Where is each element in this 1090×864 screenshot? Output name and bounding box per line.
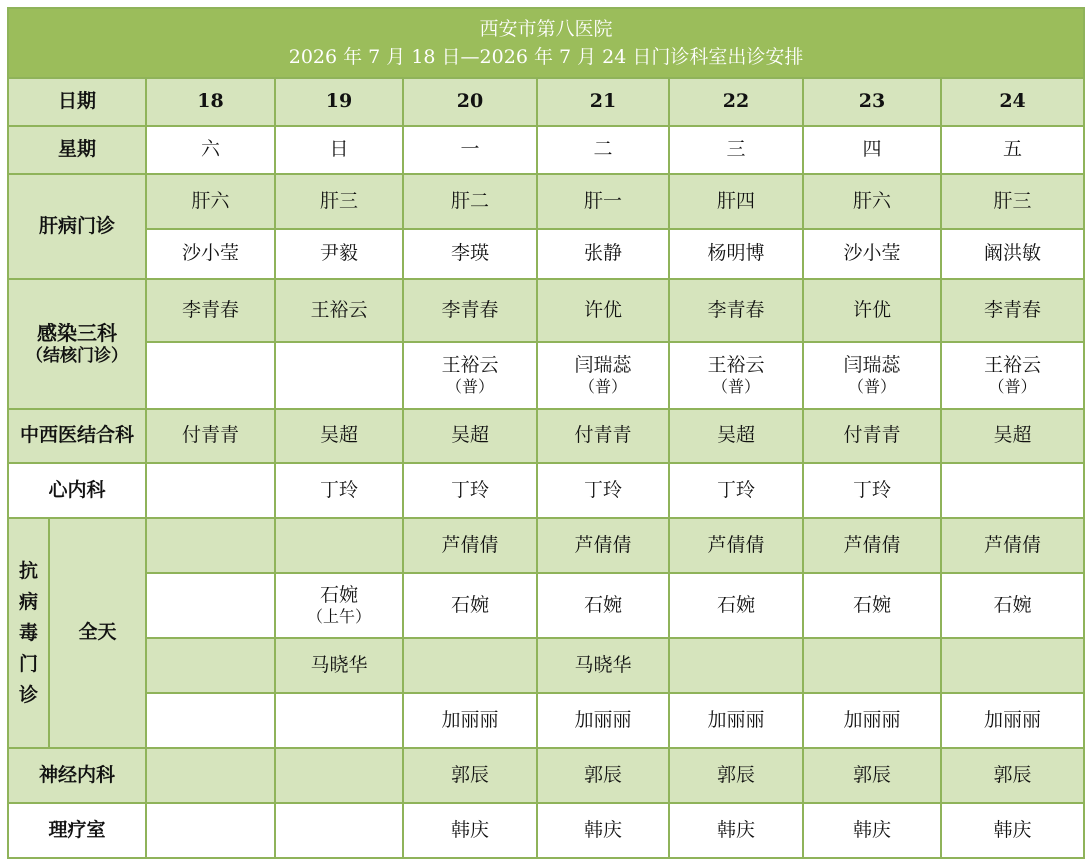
- antiviral-label-char: 抗: [18, 559, 38, 582]
- tcm-row: [8, 409, 1084, 463]
- room-cell: 肝三: [941, 174, 1084, 229]
- doctor-cell: [146, 342, 275, 409]
- doctor-cell: 韩庆: [537, 803, 669, 858]
- date-label: 日期: [8, 78, 146, 126]
- tcm-dept-label: 中西医结合科: [8, 409, 146, 463]
- tb-clinic-note: （结核门诊）: [26, 345, 128, 366]
- weekday-cell: 二: [537, 126, 669, 174]
- antiviral-row-2: [8, 573, 1084, 638]
- physio-row: [8, 803, 1084, 858]
- doctor-cell: 韩庆: [803, 803, 941, 858]
- doctor-cell: 加丽丽: [669, 693, 803, 748]
- doctor-cell: 许优: [537, 279, 669, 342]
- physio-room-label: 理疗室: [8, 803, 146, 858]
- doctor-cell: 加丽丽: [537, 693, 669, 748]
- antiviral-label-char: 门: [18, 652, 38, 675]
- antiviral-session-label: 全天: [49, 518, 146, 748]
- doctor-cell: [275, 573, 403, 638]
- doctor-cell: [146, 693, 275, 748]
- visit-type-note: （普）: [847, 377, 896, 397]
- schedule-period: 2026 年 7 月 18 日—2026 年 7 月 24 日门诊科室出诊安排: [288, 46, 804, 68]
- doctor-cell: 马晓华: [537, 638, 669, 693]
- doctor-cell: 丁玲: [803, 463, 941, 518]
- doctor-cell: 付青青: [537, 409, 669, 463]
- doctor-cell: [146, 573, 275, 638]
- doctor-cell: 李青春: [146, 279, 275, 342]
- doctor-name: 石婉: [450, 593, 489, 616]
- date-cell: 20: [403, 78, 537, 126]
- doctor-cell: 尹毅: [275, 229, 403, 279]
- doctor-cell: 吴超: [941, 409, 1084, 463]
- room-cell: 肝三: [275, 174, 403, 229]
- antiviral-row-1: [8, 518, 1084, 573]
- doctor-name: 王裕云: [441, 353, 499, 376]
- doctor-cell: 李瑛: [403, 229, 537, 279]
- visit-type-note: （普）: [988, 377, 1037, 397]
- neuro-row: [8, 748, 1084, 803]
- weekday-cell: 一: [403, 126, 537, 174]
- doctor-cell: 郭辰: [669, 748, 803, 803]
- doctor-cell: [537, 573, 669, 638]
- date-row: [8, 78, 1084, 126]
- doctor-cell: 丁玲: [403, 463, 537, 518]
- doctor-cell: [669, 342, 803, 409]
- date-cell: 18: [146, 78, 275, 126]
- room-cell: 肝二: [403, 174, 537, 229]
- date-cell: 19: [275, 78, 403, 126]
- date-cell: 22: [669, 78, 803, 126]
- weekday-label: 星期: [8, 126, 146, 174]
- antiviral-row-4: [8, 693, 1084, 748]
- doctor-cell: [146, 463, 275, 518]
- doctor-cell: 韩庆: [669, 803, 803, 858]
- doctor-cell: [275, 748, 403, 803]
- doctor-cell: 马晓华: [275, 638, 403, 693]
- antiviral-label-char: 病: [18, 590, 38, 613]
- room-cell: 肝四: [669, 174, 803, 229]
- doctor-name: 石婉: [716, 593, 755, 616]
- doctor-cell: 加丽丽: [403, 693, 537, 748]
- doctor-cell: [275, 342, 403, 409]
- doctor-cell: 郭辰: [941, 748, 1084, 803]
- doctor-cell: [537, 342, 669, 409]
- weekday-cell: 四: [803, 126, 941, 174]
- doctor-cell: 芦倩倩: [537, 518, 669, 573]
- doctor-cell: 芦倩倩: [669, 518, 803, 573]
- doctor-name: 王裕云: [984, 353, 1042, 376]
- doctor-cell: [669, 573, 803, 638]
- weekday-cell: 六: [146, 126, 275, 174]
- doctor-cell: 吴超: [669, 409, 803, 463]
- doctor-cell: [275, 693, 403, 748]
- infection-row-2: [8, 342, 1084, 409]
- doctor-cell: [146, 803, 275, 858]
- doctor-cell: 芦倩倩: [403, 518, 537, 573]
- weekday-cell: 三: [669, 126, 803, 174]
- doctor-cell: 吴超: [403, 409, 537, 463]
- doctor-cell: [275, 518, 403, 573]
- doctor-name: 闫瑞蕊: [843, 353, 901, 376]
- doctor-cell: [941, 573, 1084, 638]
- liver-doctor-row: [8, 229, 1084, 279]
- doctor-cell: [146, 748, 275, 803]
- doctor-cell: [941, 638, 1084, 693]
- doctor-cell: 王裕云: [275, 279, 403, 342]
- doctor-cell: 付青青: [803, 409, 941, 463]
- doctor-cell: 李青春: [669, 279, 803, 342]
- doctor-name: 石婉: [993, 593, 1032, 616]
- doctor-cell: 郭辰: [803, 748, 941, 803]
- doctor-cell: 沙小莹: [803, 229, 941, 279]
- doctor-cell: 芦倩倩: [941, 518, 1084, 573]
- doctor-cell: [146, 638, 275, 693]
- session-note: （上午）: [306, 607, 371, 627]
- infection-dept-name: 感染三科: [37, 320, 117, 345]
- weekday-cell: 日: [275, 126, 403, 174]
- hospital-name: 西安市第八医院: [479, 18, 613, 40]
- doctor-name: 石婉: [319, 583, 358, 606]
- room-cell: 肝六: [803, 174, 941, 229]
- doctor-cell: 李青春: [941, 279, 1084, 342]
- doctor-cell: 吴超: [275, 409, 403, 463]
- doctor-cell: [146, 518, 275, 573]
- visit-type-note: （普）: [445, 377, 494, 397]
- doctor-cell: [941, 463, 1084, 518]
- doctor-cell: 芦倩倩: [803, 518, 941, 573]
- doctor-cell: 杨明博: [669, 229, 803, 279]
- doctor-cell: [669, 638, 803, 693]
- doctor-cell: [275, 803, 403, 858]
- doctor-name: 王裕云: [707, 353, 765, 376]
- doctor-cell: 郭辰: [403, 748, 537, 803]
- doctor-cell: 丁玲: [669, 463, 803, 518]
- schedule-table: [7, 7, 1085, 859]
- visit-type-note: （普）: [711, 377, 760, 397]
- doctor-cell: [403, 638, 537, 693]
- doctor-cell: 付青青: [146, 409, 275, 463]
- doctor-cell: 丁玲: [537, 463, 669, 518]
- doctor-cell: 韩庆: [403, 803, 537, 858]
- weekday-row: [8, 126, 1084, 174]
- doctor-cell: [803, 342, 941, 409]
- visit-type-note: （普）: [578, 377, 627, 397]
- doctor-cell: 张静: [537, 229, 669, 279]
- doctor-name: 石婉: [583, 593, 622, 616]
- schedule-title: [8, 8, 1084, 78]
- doctor-cell: 加丽丽: [941, 693, 1084, 748]
- doctor-cell: 丁玲: [275, 463, 403, 518]
- cardio-row: [8, 463, 1084, 518]
- doctor-cell: [803, 638, 941, 693]
- doctor-cell: 沙小莹: [146, 229, 275, 279]
- room-cell: 肝一: [537, 174, 669, 229]
- date-cell: 23: [803, 78, 941, 126]
- doctor-cell: [941, 342, 1084, 409]
- doctor-name: 闫瑞蕊: [574, 353, 632, 376]
- infection-row-1: [8, 279, 1084, 342]
- doctor-cell: 李青春: [403, 279, 537, 342]
- infection-dept-label: [8, 279, 146, 409]
- room-cell: 肝六: [146, 174, 275, 229]
- liver-clinic-label: 肝病门诊: [8, 174, 146, 279]
- antiviral-label-char: 毒: [18, 621, 38, 644]
- doctor-cell: 加丽丽: [803, 693, 941, 748]
- neuro-dept-label: 神经内科: [8, 748, 146, 803]
- weekday-cell: 五: [941, 126, 1084, 174]
- doctor-cell: [803, 573, 941, 638]
- antiviral-row-3: [8, 638, 1084, 693]
- doctor-cell: 韩庆: [941, 803, 1084, 858]
- doctor-cell: 郭辰: [537, 748, 669, 803]
- date-cell: 24: [941, 78, 1084, 126]
- date-cell: 21: [537, 78, 669, 126]
- doctor-name: 石婉: [852, 593, 891, 616]
- antiviral-clinic-label: [8, 518, 49, 748]
- doctor-cell: 许优: [803, 279, 941, 342]
- doctor-cell: [403, 342, 537, 409]
- cardio-dept-label: 心内科: [8, 463, 146, 518]
- doctor-cell: 阚洪敏: [941, 229, 1084, 279]
- liver-room-row: [8, 174, 1084, 229]
- doctor-cell: [403, 573, 537, 638]
- antiviral-label-char: 诊: [18, 683, 38, 706]
